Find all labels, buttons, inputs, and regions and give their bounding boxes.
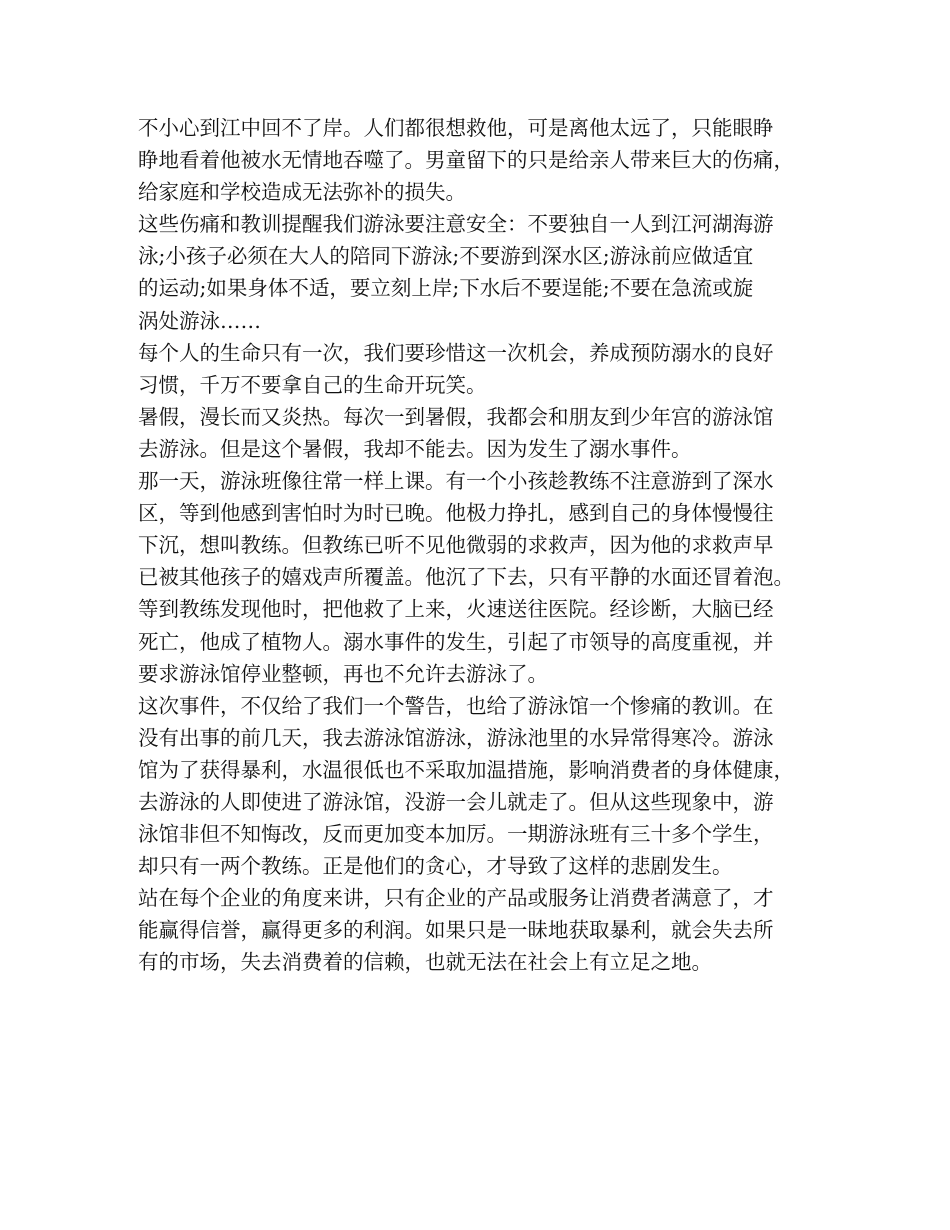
- text-line: 的运动;如果身体不适，要立刻上岸;下水后不要逞能;不要在急流或旋: [138, 276, 754, 301]
- body-text: [138, 112, 838, 979]
- text-line: 下沉，想叫教练。但教练已听不见他微弱的求救声，因为他的求救声早: [138, 533, 774, 558]
- text-line: 已被其他孩子的嬉戏声所覆盖。他沉了下去，只有平静的水面还冒着泡。: [138, 565, 794, 590]
- text-line: 泳;小孩子必须在大人的陪同下游泳;不要游到深水区;游泳前应做适宜: [138, 244, 754, 269]
- text-line: 睁地看着他被水无情地吞噬了。男童留下的只是给亲人带来巨大的伤痛，: [138, 148, 794, 173]
- text-line: 有的市场，失去消费着的信赖，也就无法在社会上有立足之地。: [138, 950, 712, 975]
- text-line: 却只有一两个教练。正是他们的贪心，才导致了这样的悲剧发生。: [138, 854, 733, 879]
- text-line: 等到教练发现他时，把他救了上来，火速送往医院。经诊断，大脑已经: [138, 597, 774, 622]
- text-line: 能赢得信誉，赢得更多的利润。如果只是一昧地获取暴利，就会失去所: [138, 918, 774, 943]
- text-line: 站在每个企业的角度来讲，只有企业的产品或服务让消费者满意了，才: [138, 886, 774, 911]
- text-line: 没有出事的前几天，我去游泳馆游泳，游泳池里的水异常得寒冷。游泳: [138, 725, 774, 750]
- text-line: 馆为了获得暴利，水温很低也不采取加温措施，影响消费者的身体健康，: [138, 757, 794, 782]
- text-line: 那一天，游泳班像往常一样上课。有一个小孩趁教练不注意游到了深水: [138, 469, 774, 494]
- text-line: 要求游泳馆停业整顿，再也不允许去游泳了。: [138, 661, 548, 686]
- text-line: 每个人的生命只有一次，我们要珍惜这一次机会，养成预防溺水的良好: [138, 340, 774, 365]
- text-line: 区，等到他感到害怕时为时已晚。他极力挣扎，感到自己的身体慢慢往: [138, 501, 774, 526]
- text-line: 这些伤痛和教训提醒我们游泳要注意安全：不要独自一人到江河湖海游: [138, 212, 774, 237]
- text-line: 暑假，漫长而又炎热。每次一到暑假，我都会和朋友到少年宫的游泳馆: [138, 404, 774, 429]
- text-line: 去游泳的人即使进了游泳馆，没游一会儿就走了。但从这些现象中，游: [138, 789, 774, 814]
- text-line: 去游泳。但是这个暑假，我却不能去。因为发生了溺水事件。: [138, 436, 692, 461]
- text-line: 这次事件，不仅给了我们一个警告，也给了游泳馆一个惨痛的教训。在: [138, 693, 774, 718]
- text-line: 不小心到江中回不了岸。人们都很想救他，可是离他太远了，只能眼睁: [138, 116, 774, 140]
- text-line: 涡处游泳……: [138, 308, 261, 333]
- text-line: 死亡，他成了植物人。溺水事件的发生，引起了市领导的高度重视，并: [138, 629, 774, 654]
- text-line: 习惯，千万不要拿自己的生命开玩笑。: [138, 372, 487, 397]
- text-line: 给家庭和学校造成无法弥补的损失。: [138, 180, 466, 205]
- text-line: 泳馆非但不知悔改，反而更加变本加厉。一期游泳班有三十多个学生，: [138, 822, 774, 847]
